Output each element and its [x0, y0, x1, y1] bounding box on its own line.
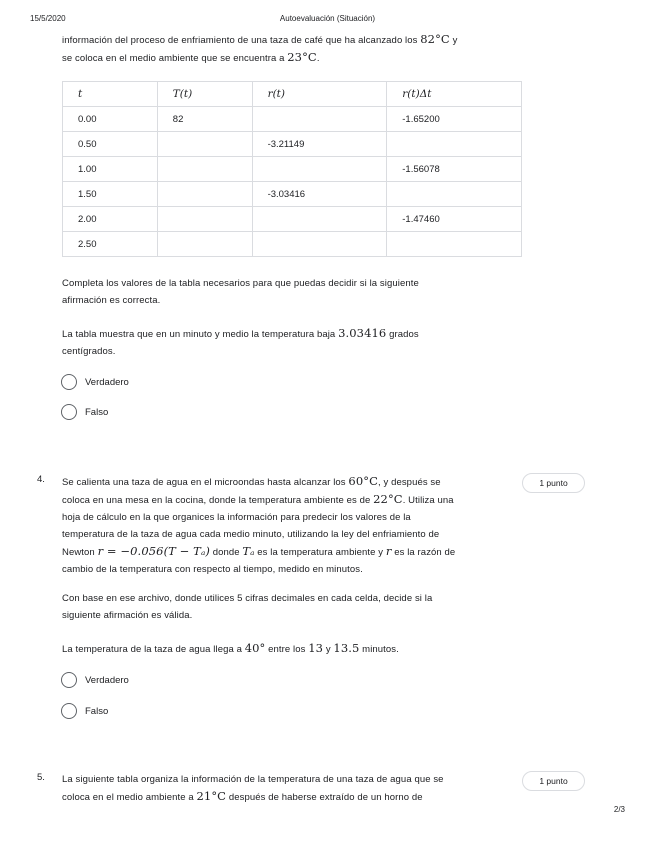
newton-formula: r = −0.056(T − Tₐ)	[97, 544, 210, 558]
table-cell: 82	[157, 107, 252, 132]
table-cell	[157, 207, 252, 232]
q3-option-falso[interactable]	[61, 403, 108, 421]
table-cell	[252, 107, 387, 132]
table-row	[63, 232, 522, 257]
q3-intro	[62, 31, 522, 67]
option-label: Falso	[85, 705, 109, 717]
q3-option-verdadero[interactable]	[61, 373, 129, 391]
table-header-cell: r(t)Δt	[387, 82, 522, 107]
print-date: 15/5/2020	[30, 14, 66, 23]
table-cell	[387, 132, 522, 157]
radio-button[interactable]	[61, 374, 77, 390]
q4-option-verdadero[interactable]	[61, 671, 129, 689]
table-cell	[387, 232, 522, 257]
table-cell: 0.00	[63, 107, 158, 132]
points-badge: 1 punto	[522, 771, 585, 791]
table-cell: 2.00	[63, 207, 158, 232]
table-cell: 2.50	[63, 232, 158, 257]
table-cell: -3.03416	[252, 182, 387, 207]
table-cell: -1.56078	[387, 157, 522, 182]
q5-prompt: La siguiente tabla organiza la información de la temperatura de una taza de agua que se coloca en el medio ambiente a 21°C después de haberse extraído de un horno de	[62, 774, 444, 803]
q3-intro-line1: información del proceso de enfriamiento de una taza de café que ha alcanzado los 82°C y	[62, 32, 458, 46]
table-cell	[252, 157, 387, 182]
table-cell	[387, 182, 522, 207]
radio-button[interactable]	[61, 672, 77, 688]
table-cell: -1.47460	[387, 207, 522, 232]
option-label: Falso	[85, 406, 109, 418]
table-header-row	[63, 82, 522, 107]
q4-prompt: Se calienta una taza de agua en el microondas hasta alcanzar los 60°C, y después se coloca en una mesa en la cocina, donde la temperatura ambiente es de 22°C. Utiliza una hoja de cálculo en la que organices la información para predecir los valores de la temperatura de la taza de agua cada medio minuto, utilizando la ley del enfriamiento de Newton r = −0.056(T − Tₐ) donde Tₐ es la temperatura ambiente y r es la razón de cambio de la temperatura con respecto al tiempo, medido en minutos.	[62, 474, 456, 575]
print-header	[0, 14, 655, 26]
question-number: 4.	[37, 474, 45, 485]
table-cell	[157, 157, 252, 182]
q3-data-table	[62, 81, 522, 257]
table-cell	[157, 132, 252, 157]
q4-instruction: Con base en ese archivo, donde utilices 5 cifras decimales en cada celda, decide si la siguiente afirmación es válida.	[62, 593, 433, 621]
table-row	[63, 157, 522, 182]
table-cell: -1.65200	[387, 107, 522, 132]
q3-intro-math-82: 82°C	[420, 32, 450, 46]
q3-statement-math: 3.03416	[338, 326, 387, 340]
option-label: Verdadero	[85, 376, 129, 388]
table-row	[63, 132, 522, 157]
option-label: Verdadero	[85, 674, 129, 686]
table-header-cell: r(t)	[252, 82, 387, 107]
table-row	[63, 207, 522, 232]
q4-option-falso[interactable]	[61, 702, 108, 720]
q3-intro-line2: se coloca en el medio ambiente que se encuentra a 23°C.	[62, 50, 320, 64]
table-cell	[157, 182, 252, 207]
table-row	[63, 107, 522, 132]
table-cell	[252, 232, 387, 257]
table-cell: 1.50	[63, 182, 158, 207]
radio-button[interactable]	[61, 703, 77, 719]
table-cell: 1.00	[63, 157, 158, 182]
table-cell	[252, 207, 387, 232]
table-row	[63, 182, 522, 207]
table-cell: -3.21149	[252, 132, 387, 157]
question-number: 5.	[37, 772, 45, 783]
table-cell: 0.50	[63, 132, 158, 157]
table-cell	[157, 232, 252, 257]
table-header-cell: t	[63, 82, 158, 107]
q4-statement: La temperatura de la taza de agua llega a 40° entre los 13 y 13.5 minutos.	[62, 641, 399, 655]
table-header-cell: T(t)	[157, 82, 252, 107]
q3-statement: La tabla muestra que en un minuto y medio la temperatura baja 3.03416 grados centígrados.	[62, 326, 419, 357]
radio-button[interactable]	[61, 404, 77, 420]
page-number: 2/3	[613, 805, 625, 814]
print-title: Autoevaluación (Situación)	[279, 14, 376, 23]
q3-instruction: Completa los valores de la tabla necesarios para que puedas decidir si la siguiente afirmación es correcta.	[62, 278, 419, 306]
points-badge: 1 punto	[522, 473, 585, 493]
q3-intro-math-23: 23°C	[287, 50, 317, 64]
